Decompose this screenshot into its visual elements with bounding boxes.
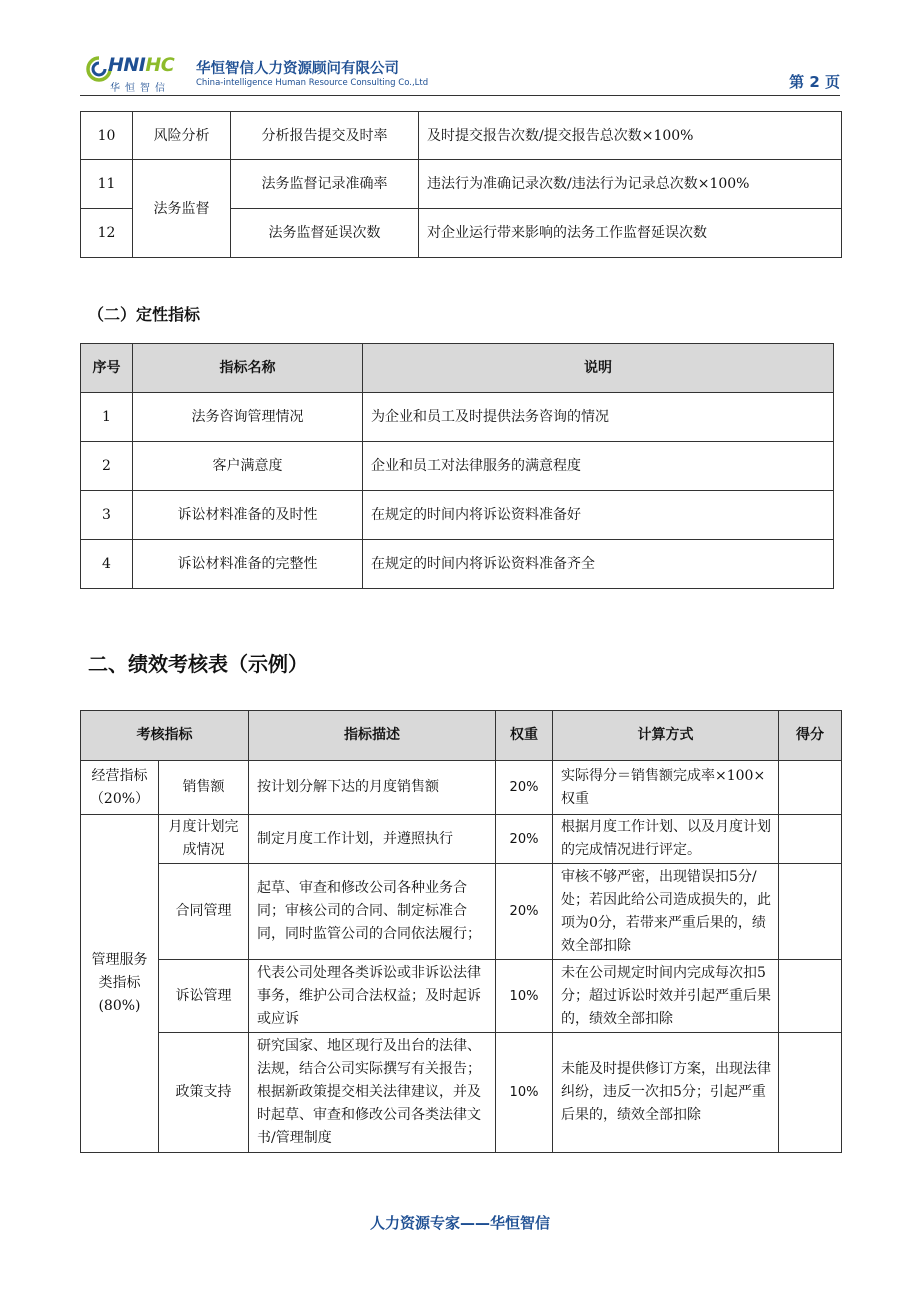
indicator-formula: 违法行为准确记录次数/违法行为记录总次数×100% <box>419 160 842 209</box>
indicator-desc: 企业和员工对法律服务的满意程度 <box>363 442 834 491</box>
indicator-category: 风险分析 <box>133 112 231 160</box>
indicator-desc: 在规定的时间内将诉讼资料准备好 <box>363 491 834 540</box>
row-number: 2 <box>81 442 133 491</box>
company-name-cn: 华恒智信人力资源顾问有限公司 <box>196 61 399 77</box>
header-calc: 计算方式 <box>553 711 779 761</box>
indicator-item: 政策支持 <box>159 1033 249 1153</box>
row-number: 12 <box>81 209 133 258</box>
indicator-desc: 起草、审查和修改公司各种业务合同；审核公司的合同、制定标准合同，同时监管公司的合同依法履行； <box>249 864 496 960</box>
table-row <box>81 1033 842 1153</box>
indicator-score[interactable] <box>779 815 842 864</box>
appraisal-heading: 二、绩效考核表（示例） <box>88 652 308 676</box>
indicator-score[interactable] <box>779 1033 842 1153</box>
header-weight: 权重 <box>496 711 553 761</box>
table-row <box>81 540 834 589</box>
indicator-score[interactable] <box>779 761 842 815</box>
indicator-calc: 未能及时提供修订方案，出现法律纠纷，违反一次扣5分；引起严重后果的，绩效全部扣除 <box>553 1033 779 1153</box>
header-desc: 指标描述 <box>249 711 496 761</box>
row-number: 10 <box>81 112 133 160</box>
page-header <box>80 48 840 94</box>
indicator-weight: 20% <box>496 761 553 815</box>
quantitative-indicator-table <box>80 111 842 258</box>
indicator-calc: 根据月度工作计划、以及月度计划的完成情况进行评定。 <box>553 815 779 864</box>
header-indicator: 考核指标 <box>81 711 249 761</box>
table-row <box>81 864 842 960</box>
table-row <box>81 160 842 209</box>
header-no: 序号 <box>81 344 133 393</box>
table-row <box>81 960 842 1033</box>
table-row <box>81 491 834 540</box>
indicator-weight: 10% <box>496 1033 553 1153</box>
row-number: 4 <box>81 540 133 589</box>
indicator-desc: 制定月度工作计划，并遵照执行 <box>249 815 496 864</box>
table-header-row <box>81 344 834 393</box>
company-logo <box>86 54 190 94</box>
indicator-weight: 20% <box>496 815 553 864</box>
indicator-category: 法务监督 <box>133 160 231 258</box>
page-number: 第 2 页 <box>789 73 840 91</box>
indicator-calc: 未在公司规定时间内完成每次扣5分；超过诉讼时效并引起严重后果的，绩效全部扣除 <box>553 960 779 1033</box>
indicator-name: 分析报告提交及时率 <box>231 112 419 160</box>
table-row <box>81 442 834 491</box>
company-name-en: China-intelligence Human Resource Consulting Co.,Ltd <box>196 78 429 88</box>
indicator-formula: 对企业运行带来影响的法务工作监督延误次数 <box>419 209 842 258</box>
indicator-item: 合同管理 <box>159 864 249 960</box>
indicator-calc: 实际得分＝销售额完成率×100×权重 <box>553 761 779 815</box>
table-header-row <box>81 711 842 761</box>
row-number: 3 <box>81 491 133 540</box>
indicator-item: 月度计划完成情况 <box>159 815 249 864</box>
header-name: 指标名称 <box>133 344 363 393</box>
qualitative-indicator-table <box>80 343 834 589</box>
indicator-calc: 审核不够严密，出现错误扣5分/处；若因此给公司造成损失的，此项为0分，若带来严重后果的，绩效全部扣除 <box>553 864 779 960</box>
indicator-group: 经营指标（20%） <box>81 761 159 815</box>
indicator-name: 法务咨询管理情况 <box>133 393 363 442</box>
indicator-desc: 按计划分解下达的月度销售额 <box>249 761 496 815</box>
indicator-name: 客户满意度 <box>133 442 363 491</box>
indicator-desc: 在规定的时间内将诉讼资料准备齐全 <box>363 540 834 589</box>
indicator-name: 诉讼材料准备的及时性 <box>133 491 363 540</box>
table-row <box>81 112 842 160</box>
indicator-weight: 10% <box>496 960 553 1033</box>
header-score: 得分 <box>779 711 842 761</box>
indicator-name: 法务监督记录准确率 <box>231 160 419 209</box>
indicator-name: 法务监督延误次数 <box>231 209 419 258</box>
logo-letters: HNIHC <box>108 54 175 76</box>
indicator-formula: 及时提交报告次数/提交报告总次数×100% <box>419 112 842 160</box>
indicator-weight: 20% <box>496 864 553 960</box>
indicator-score[interactable] <box>779 864 842 960</box>
header-desc: 说明 <box>363 344 834 393</box>
page-footer: 人力资源专家——华恒智信 <box>369 1214 550 1232</box>
indicator-desc: 为企业和员工及时提供法务咨询的情况 <box>363 393 834 442</box>
table-row <box>81 761 842 815</box>
indicator-group: 管理服务类指标(80%) <box>81 815 159 1153</box>
indicator-item: 诉讼管理 <box>159 960 249 1033</box>
indicator-desc: 代表公司处理各类诉讼或非诉讼法律事务，维护公司合法权益；及时起诉或应诉 <box>249 960 496 1033</box>
logo-cn-text: 华恒智信 <box>110 83 170 94</box>
row-number: 1 <box>81 393 133 442</box>
row-number: 11 <box>81 160 133 209</box>
header-divider <box>80 95 840 96</box>
indicator-desc: 研究国家、地区现行及出台的法律、法规，结合公司实际撰写有关报告；根据新政策提交相关法律建议，并及时起草、审查和修改公司各类法律文书/管理制度 <box>249 1033 496 1153</box>
table-row <box>81 815 842 864</box>
table-row <box>81 393 834 442</box>
indicator-score[interactable] <box>779 960 842 1033</box>
indicator-name: 诉讼材料准备的完整性 <box>133 540 363 589</box>
qualitative-heading: （二）定性指标 <box>88 305 201 324</box>
indicator-item: 销售额 <box>159 761 249 815</box>
appraisal-table <box>80 710 842 1153</box>
